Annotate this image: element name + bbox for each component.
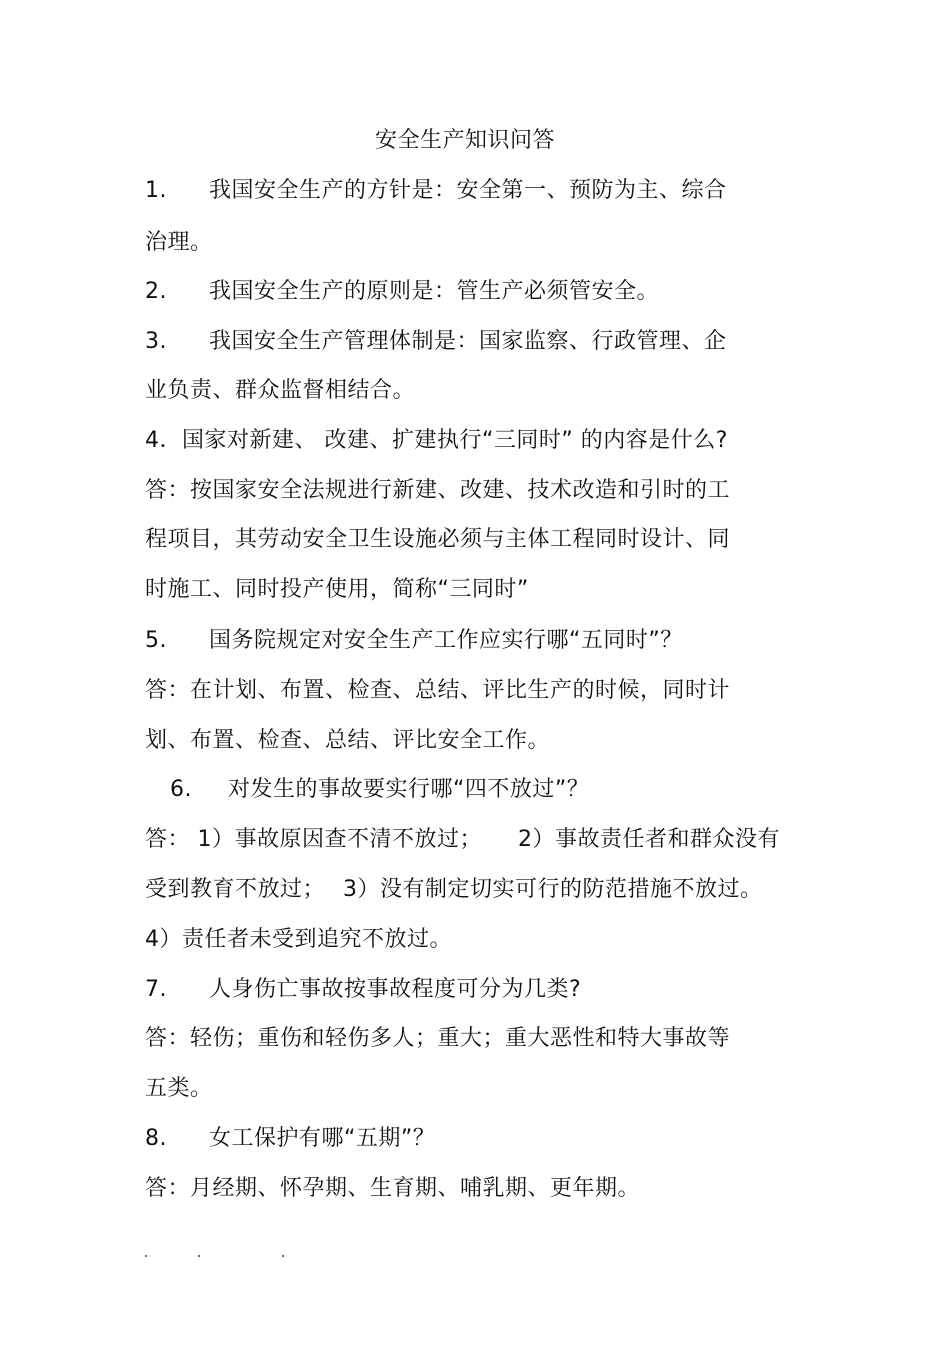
dot [198,1255,200,1257]
item-8-line [145,1124,435,1154]
answer-part: 3）没有制定切实可行的防范措施不放过。 [343,877,763,902]
item-1-line [145,176,727,206]
item-3-continuation: 业负责、群众监督相结合。 [145,378,416,403]
page-title: 安全生产知识问答 [374,128,555,153]
item-7-answer-line: 五类。 [145,1076,213,1101]
answer-part: 受到教育不放过； [145,877,326,902]
item-7-line [145,975,581,1005]
item-text: 我国安全生产管理体制是：国家监察、行政管理、企 [209,329,727,354]
item-text: 我国安全生产的原则是：管生产必须管安全。 [209,279,660,304]
dot [145,1255,147,1257]
item-number: 8. [145,1126,167,1151]
answer-part: 2）事故责任者和群众没有 [518,827,780,852]
item-7-answer-line: 答：轻伤；重伤和轻伤多人；重大；重大恶性和特大事故等 [145,1026,731,1051]
item-5-answer-line: 答：在计划、布置、检查、总结、评比生产的时候，同时计 [145,678,731,703]
item-4-answer-line: 时施工、同时投产使用，简称“三同时” [145,577,529,602]
item-text: 国务院规定对安全生产工作应实行哪“五同时”？ [209,628,683,653]
item-number: 1. [145,178,167,203]
item-number: 2. [145,279,167,304]
item-text: 女工保护有哪“五期”？ [209,1126,436,1151]
item-number: 6. [170,777,192,802]
item-6-answer-line-2 [145,875,763,905]
item-5-line [145,626,683,656]
item-text: 我国安全生产的方针是：安全第一、预防为主、综合 [209,178,727,203]
item-4-answer-line: 答：按国家安全法规进行新建、改建、技术改造和引时的工 [145,478,731,503]
item-6-answer-line-1 [145,825,780,855]
item-5-answer-line: 划、布置、检查、总结、评比安全工作。 [145,728,551,753]
item-8-answer-line: 答：月经期、怀孕期、生育期、哺乳期、更年期。 [145,1176,641,1201]
item-number: 3. [145,329,167,354]
item-6-answer-line-3: 4）责任者未受到追究不放过。 [145,927,452,952]
item-number: 5. [145,628,167,653]
answer-part: 答： 1）事故原因查不清不放过； [145,827,482,852]
item-text: 对发生的事故要实行哪“四不放过”？ [228,777,590,802]
item-4-question: 4．国家对新建、 改建、扩建执行“三同时” 的内容是什么? [145,428,728,453]
footer-dots [145,1255,345,1265]
item-3-line [145,327,727,357]
item-2-line [145,277,659,307]
item-6-line [170,775,589,805]
item-1-continuation: 治理。 [145,230,213,255]
item-number: 7. [145,977,167,1002]
dot [282,1255,284,1257]
item-4-answer-line: 程项目，其劳动安全卫生设施必须与主体工程同时设计、同 [145,527,731,552]
item-text: 人身伤亡事故按事故程度可分为几类? [209,977,582,1002]
